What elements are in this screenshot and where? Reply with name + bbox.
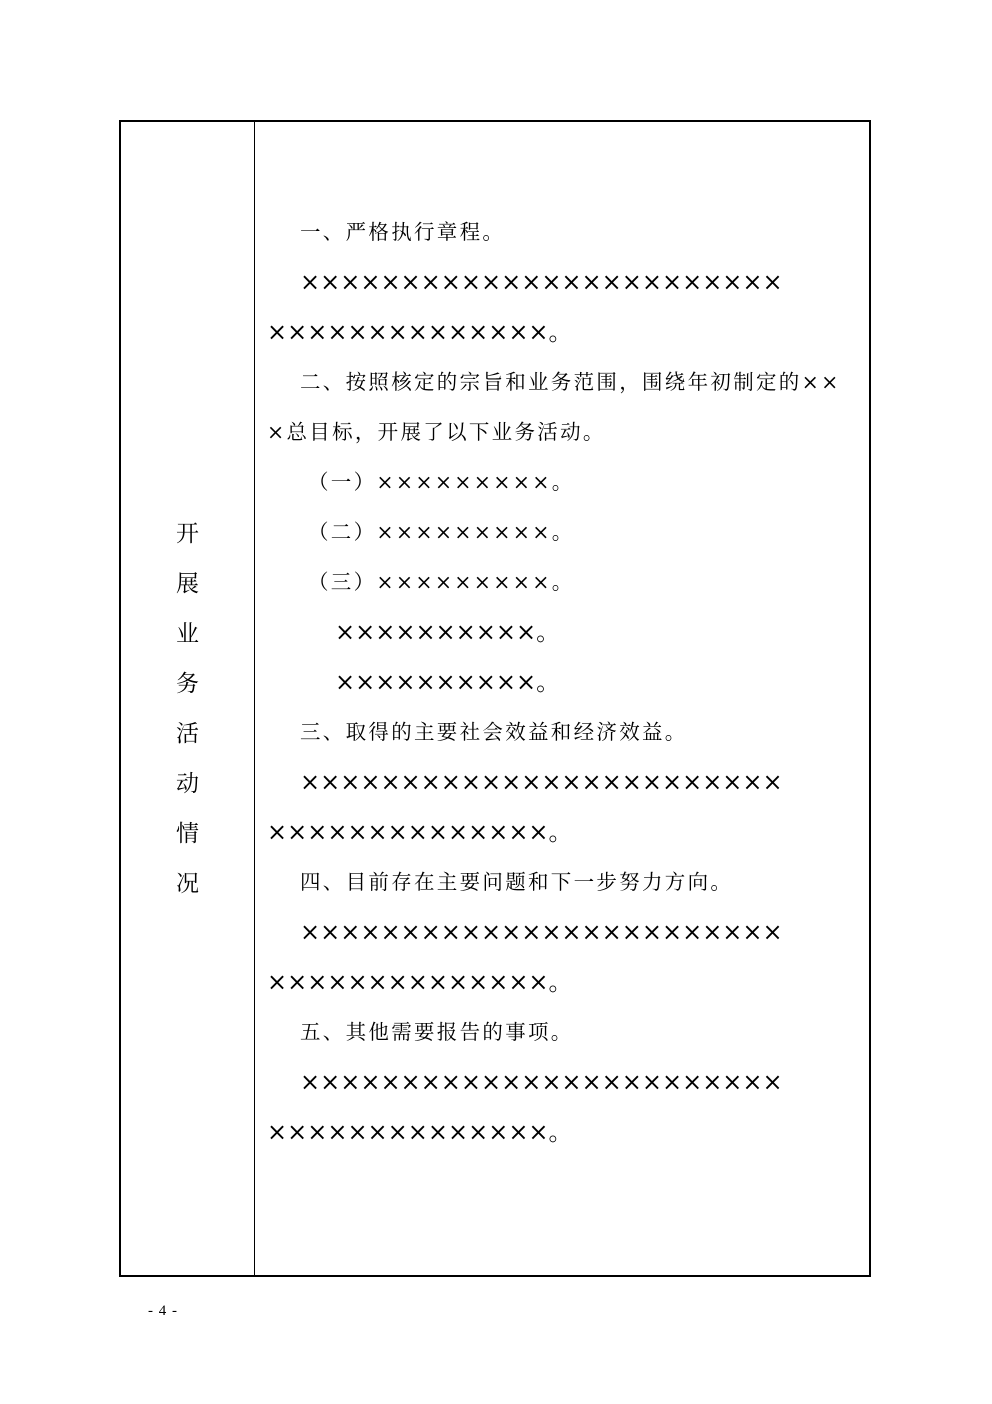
label-char: 展 xyxy=(176,571,199,597)
section-2-subitem-2: ××××××××××。 xyxy=(335,668,561,696)
section-5-body-cont: ××××××××××××××。 xyxy=(267,1118,573,1146)
section-1-body-cont: ××××××××××××××。 xyxy=(267,318,573,346)
section-4-body-cont: ××××××××××××××。 xyxy=(267,968,573,996)
label-char: 业 xyxy=(176,621,199,647)
section-5-body: ×××××××××××××××××××××××× xyxy=(300,1068,783,1096)
section-5-heading: 五、其他需要报告的事项。 xyxy=(300,1020,574,1044)
section-label-cell xyxy=(121,122,254,1275)
section-2-heading: 二、按照核定的宗旨和业务范围，围绕年初制定的×× xyxy=(300,370,841,394)
label-char: 活 xyxy=(176,721,199,747)
label-char: 务 xyxy=(176,671,199,697)
content-cell xyxy=(255,122,869,1275)
label-char: 开 xyxy=(176,521,199,547)
section-1-body: ×××××××××××××××××××××××× xyxy=(300,268,783,296)
section-4-body: ×××××××××××××××××××××××× xyxy=(300,918,783,946)
section-1-heading: 一、严格执行章程。 xyxy=(300,220,506,244)
label-char: 动 xyxy=(176,771,199,797)
section-2-subitem-1: ××××××××××。 xyxy=(335,618,561,646)
section-2-item-1: （一）×××××××××。 xyxy=(308,470,575,494)
activity-report-table xyxy=(119,120,871,1277)
section-2-item-2: （二）×××××××××。 xyxy=(308,520,575,544)
page-number: - 4 - xyxy=(148,1303,178,1319)
section-3-heading: 三、取得的主要社会效益和经济效益。 xyxy=(300,720,688,744)
label-char: 况 xyxy=(176,871,199,897)
section-3-body: ×××××××××××××××××××××××× xyxy=(300,768,783,796)
section-2-heading-cont: ×总目标，开展了以下业务活动。 xyxy=(267,420,606,444)
label-char: 情 xyxy=(176,821,199,847)
section-3-body-cont: ××××××××××××××。 xyxy=(267,818,573,846)
section-4-heading: 四、目前存在主要问题和下一步努力方向。 xyxy=(300,870,734,894)
section-2-item-3: （三）×××××××××。 xyxy=(308,570,575,594)
